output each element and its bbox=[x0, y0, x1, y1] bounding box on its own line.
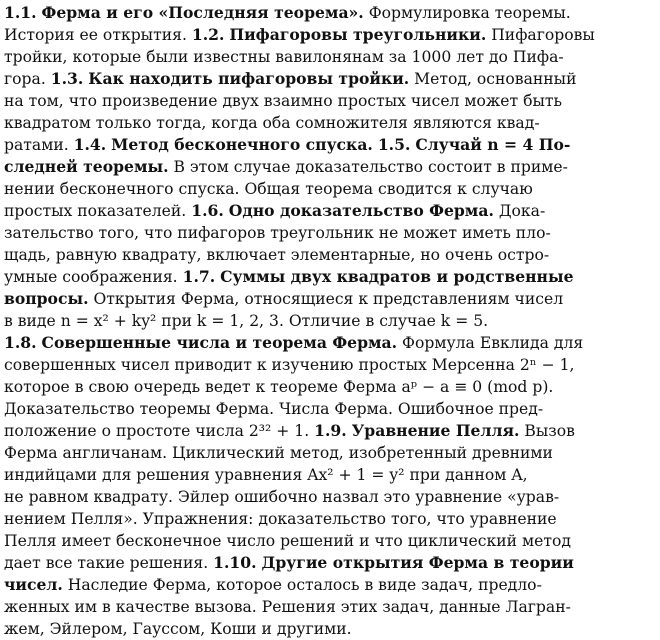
text-line: не равном квадрату. Эйлер ошибочно назвал это уравнение «урав- bbox=[4, 488, 560, 506]
text-line: ратами. 1.4. Метод бесконечного спуска. 1.5. Случай n = 4 По- bbox=[4, 135, 571, 154]
text-line: которое в свою очередь ведет к теореме Ферма aᵖ − a ≡ 0 (mod p). bbox=[4, 378, 554, 396]
text-line: Ферма англичанам. Циклический метод, изобретенный древними bbox=[4, 444, 553, 462]
text-line: зательство того, что пифагоров треугольник не может иметь пло- bbox=[4, 224, 551, 242]
text-line: жем, Эйлером, Гауссом, Коши и другими. bbox=[4, 620, 352, 638]
text-line: индийцами для решения уравнения Ax² + 1 = y² при данном A, bbox=[4, 466, 528, 484]
text-line: в виде n = x² + ky² при k = 1, 2, 3. Отличие в случае k = 5. bbox=[4, 312, 489, 330]
text-line: щадь, равную квадрату, включает элементарные, но очень остро- bbox=[4, 246, 550, 264]
text-line: на том, что произведение двух взаимно простых чисел может быть bbox=[4, 92, 563, 110]
text-line: женных им в качестве вызова. Решения этих задач, данные Лагран- bbox=[4, 598, 571, 616]
text-line: квадратом только тогда, когда оба сомножителя являются квад- bbox=[4, 114, 540, 132]
text-line: тройки, которые были известны вавилонянам за 1000 лет до Пифа- bbox=[4, 48, 564, 66]
text-line: гора. 1.3. Как находить пифагоровы тройки. Метод, основанный bbox=[4, 69, 577, 88]
text-line: положение о простоте числа 2³² + 1. 1.9. Уравнение Пелля. Вызов bbox=[4, 421, 575, 440]
text-line: 1.1. Ферма и его «Последняя теорема». Формулировка теоремы. bbox=[4, 3, 571, 22]
text-line: История ее открытия. 1.2. Пифагоровы треугольники. Пифагоровы bbox=[4, 25, 595, 44]
text-line: совершенных чисел приводит к изучению простых Мерсенна 2ⁿ − 1, bbox=[4, 356, 575, 374]
text-line: вопросы. Открытия Ферма, относящиеся к представлениям чисел bbox=[4, 289, 564, 308]
text-line: 1.8. Совершенные числа и теорема Ферма. Формула Евклида для bbox=[4, 333, 584, 352]
text-line: чисел. Наследие Ферма, которое осталось в виде задач, предло- bbox=[4, 575, 542, 594]
text-line: нении бесконечного спуска. Общая теорема сводится к случаю bbox=[4, 180, 533, 198]
text-line: следней теоремы. В этом случае доказательство состоит в приме- bbox=[4, 157, 568, 176]
text-line: дает все такие решения. 1.10. Другие открытия Ферма в теории bbox=[4, 553, 574, 572]
text-line: Доказательство теоремы Ферма. Числа Ферма. Ошибочное пред- bbox=[4, 400, 544, 418]
text-line: умные соображения. 1.7. Суммы двух квадратов и родственные bbox=[4, 267, 574, 286]
text-line: нением Пелля». Упражнения: доказательство того, что уравнение bbox=[4, 510, 557, 528]
text-line: простых показателей. 1.6. Одно доказательство Ферма. Дока- bbox=[4, 201, 546, 220]
text-line: Пелля имеет бесконечное число решений и что циклический метод bbox=[4, 532, 571, 550]
